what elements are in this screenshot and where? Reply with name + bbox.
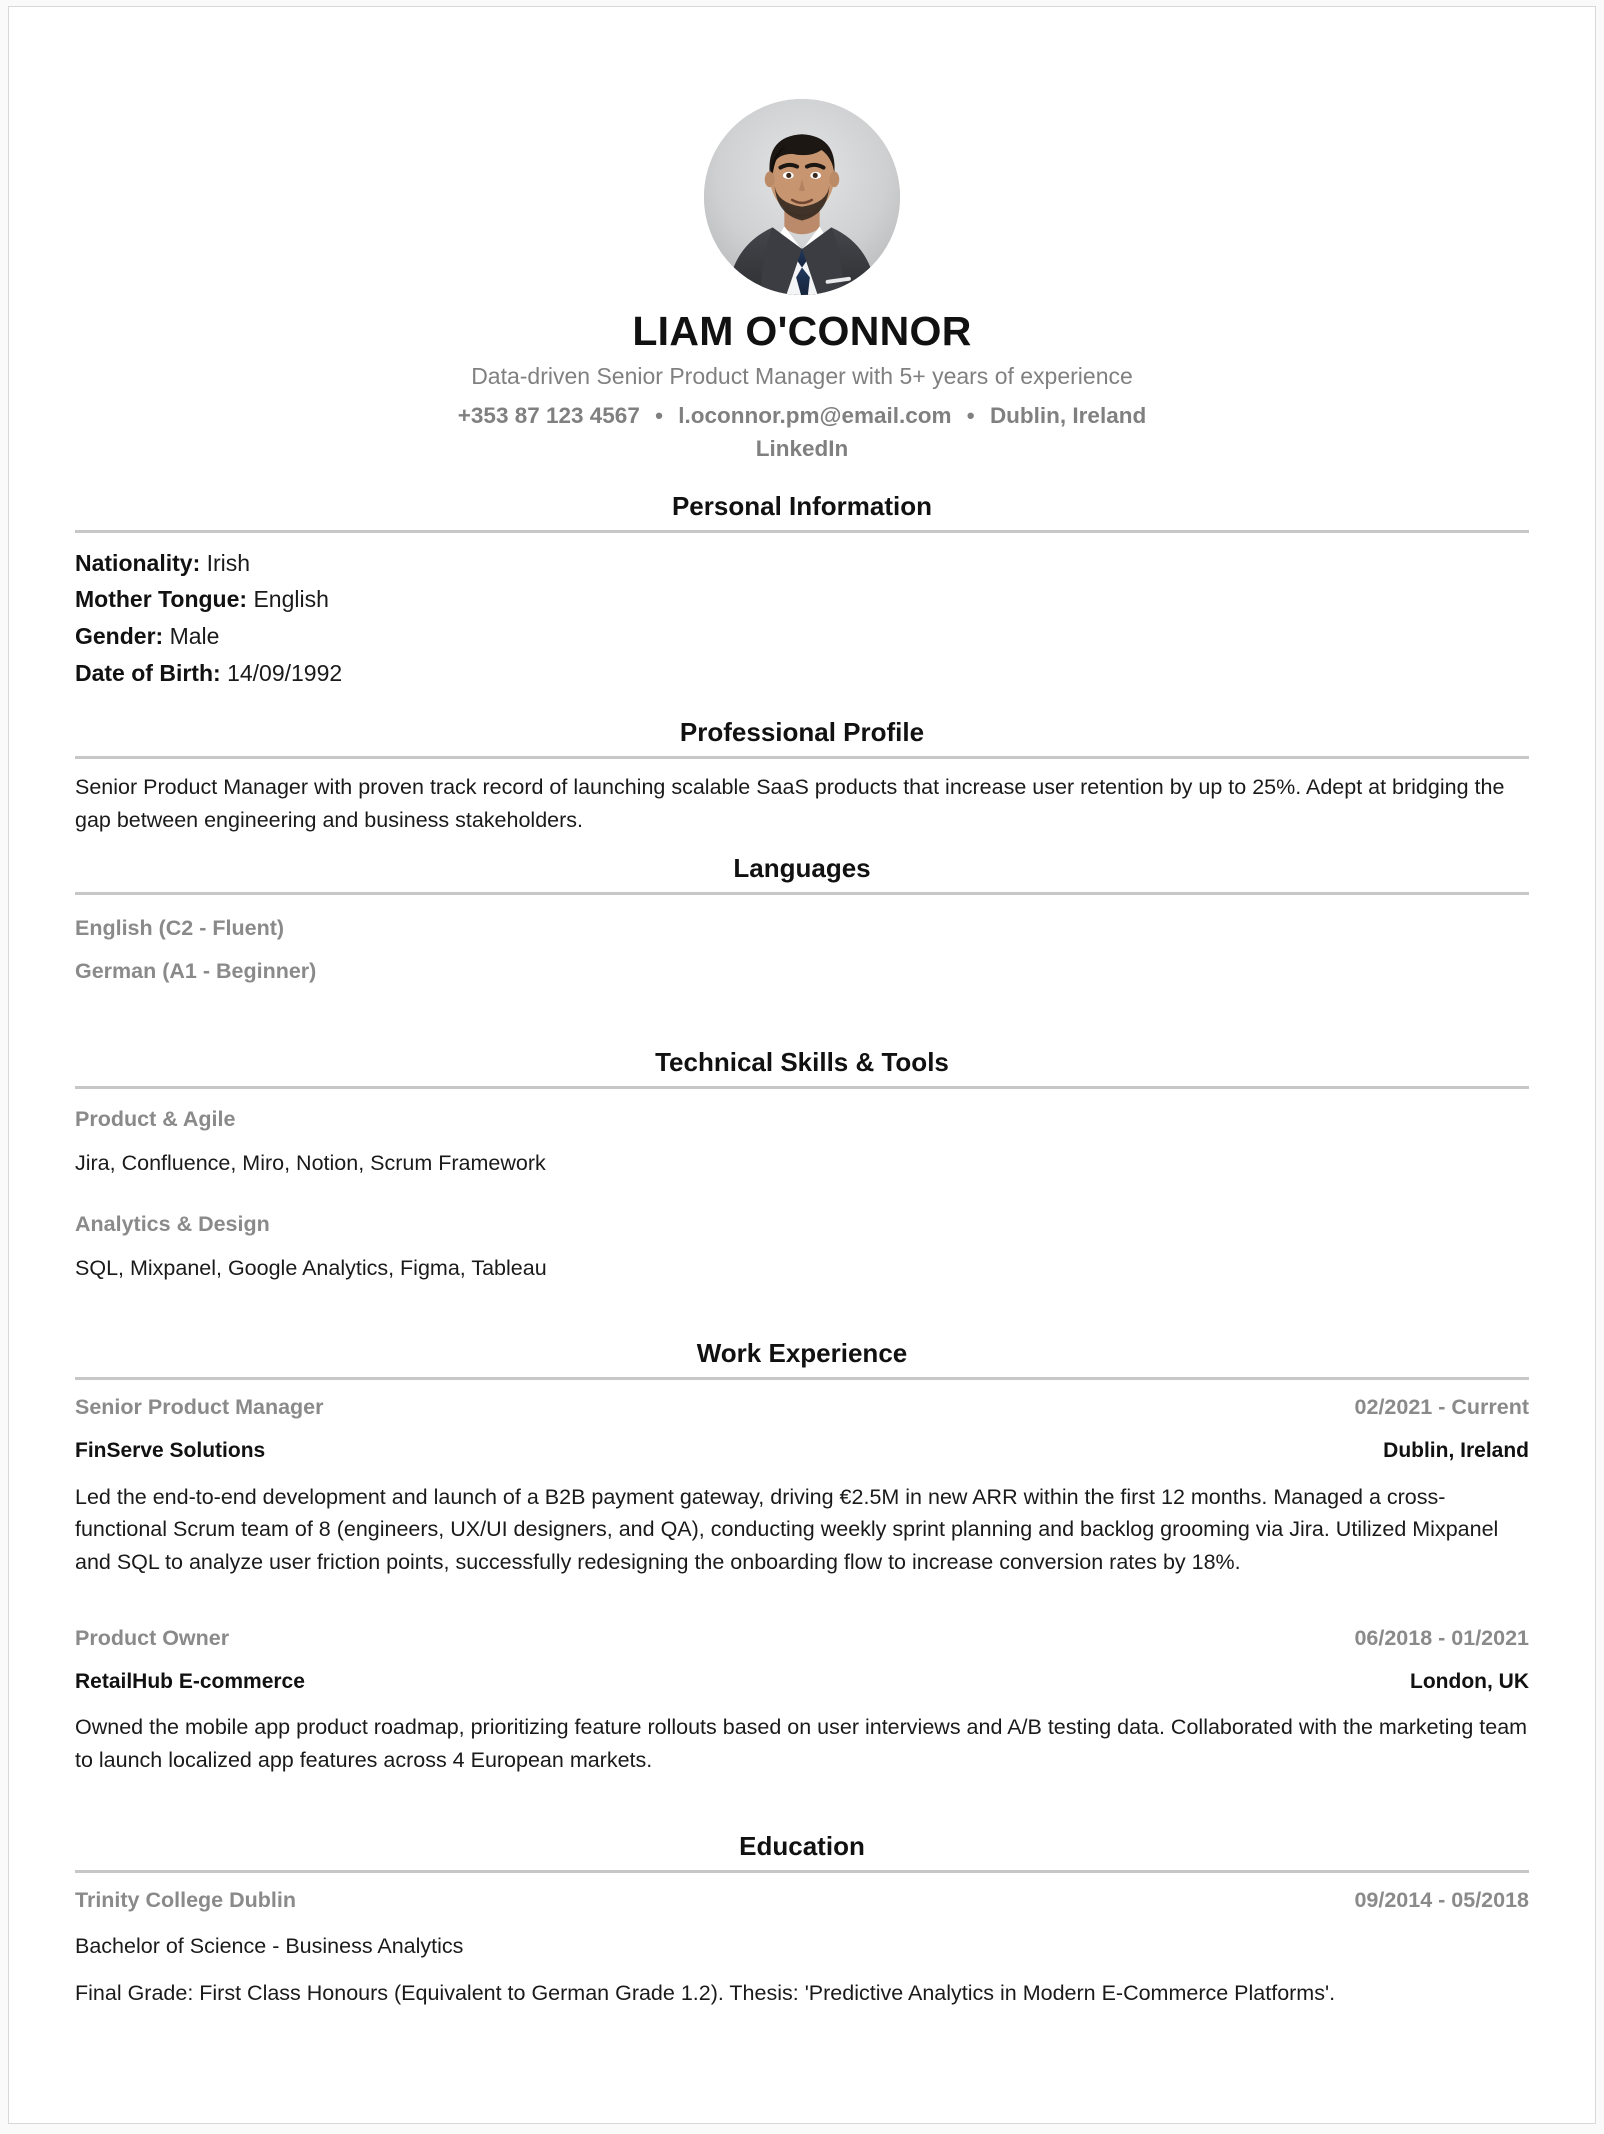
section-heading: Technical Skills & Tools — [655, 1046, 949, 1077]
section-content — [75, 759, 1529, 836]
skill-category-label: Analytics & Design — [75, 1211, 270, 1236]
phone-text: +353 87 123 4567 — [457, 402, 640, 428]
avatar — [704, 99, 900, 295]
info-value: 14/09/1992 — [227, 659, 343, 686]
professional-headline: Data-driven Senior Product Manager with 5+ years of experience — [471, 363, 1133, 390]
education-school-row — [75, 1885, 1529, 1915]
experience-item — [75, 1623, 1529, 1777]
skill-list-text: Jira, Confluence, Miro, Notion, Scrum Framework — [75, 1150, 546, 1175]
section-heading: Languages — [733, 852, 871, 883]
info-label: Mother Tongue: — [75, 586, 248, 613]
skill-group — [75, 1101, 1529, 1179]
job-dates: 06/2018 - 01/2021 — [1354, 1625, 1529, 1650]
experience-company-row — [75, 1436, 1529, 1465]
portrait-photo-icon — [704, 99, 900, 295]
contact-separator: • — [655, 402, 663, 428]
skill-group — [75, 1206, 1529, 1284]
section-content — [75, 1873, 1529, 2009]
company-name: FinServe Solutions — [75, 1439, 266, 1463]
section-education — [75, 1831, 1529, 2009]
experience-item — [75, 1392, 1529, 1579]
job-description: Owned the mobile app product roadmap, prioritizing feature rollouts based on user interviews and A/B testing data. Collaborated with the marketing team to launch localized app features across 4 European markets. — [75, 1715, 1528, 1772]
education-detail: Final Grade: First Class Honours (Equivalent to German Grade 1.2). Thesis: 'Predictive Analytics in Modern E-Commerce Platforms'. — [75, 1980, 1336, 2005]
skill-category-label: Product & Agile — [75, 1106, 236, 1131]
contact-line-primary — [75, 401, 1529, 431]
section-heading: Work Experience — [696, 1338, 908, 1369]
resume-header — [75, 99, 1529, 465]
section-professional-profile — [75, 717, 1529, 836]
section-work-experience — [75, 1338, 1529, 1776]
info-row — [75, 655, 1529, 692]
info-row — [75, 581, 1529, 618]
info-value: English — [253, 586, 329, 613]
language-item: German (A1 - Beginner) — [75, 958, 317, 983]
job-location: London, UK — [1410, 1669, 1529, 1693]
info-row — [75, 618, 1529, 655]
experience-title-row — [75, 1392, 1529, 1422]
info-value: Male — [169, 623, 220, 650]
email-link[interactable]: l.oconnor.pm@email.com — [678, 402, 952, 428]
contact-separator: • — [966, 402, 975, 428]
section-technical-skills — [75, 1047, 1529, 1285]
info-value: Irish — [206, 549, 251, 576]
profile-summary-text: Senior Product Manager with proven track record of launching scalable SaaS products that increase user retention by up to 25%. Adept at bridging the gap between engineering and business stakeholders. — [75, 775, 1505, 833]
company-name: RetailHub E-commerce — [75, 1669, 305, 1693]
education-dates: 09/2014 - 05/2018 — [1354, 1887, 1529, 1912]
section-content — [75, 1380, 1529, 1776]
section-heading: Professional Profile — [679, 717, 925, 748]
education-item — [75, 1885, 1529, 2009]
page-title: LIAM O'CONNOR — [632, 308, 972, 354]
linkedin-link[interactable]: LinkedIn — [755, 436, 849, 462]
job-location: Dublin, Ireland — [1383, 1439, 1529, 1463]
language-item: English (C2 - Fluent) — [75, 915, 285, 940]
info-label: Gender: — [75, 623, 164, 650]
degree-name: Bachelor of Science - Business Analytics — [75, 1933, 464, 1958]
info-label: Nationality: — [75, 549, 201, 576]
section-content — [75, 533, 1529, 692]
section-content — [75, 895, 1529, 993]
job-title: Product Owner — [75, 1625, 230, 1650]
experience-title-row — [75, 1623, 1529, 1653]
resume-page — [8, 6, 1596, 2124]
section-languages — [75, 853, 1529, 993]
section-heading: Personal Information — [671, 490, 933, 521]
section-personal-information — [75, 491, 1529, 692]
location-text: Dublin, Ireland — [989, 402, 1147, 428]
contact-line-secondary — [75, 434, 1529, 464]
section-content — [75, 1089, 1529, 1285]
section-heading: Education — [739, 1830, 865, 1861]
skill-list-text: SQL, Mixpanel, Google Analytics, Figma, Tableau — [75, 1256, 547, 1281]
info-row — [75, 545, 1529, 582]
experience-company-row — [75, 1667, 1529, 1696]
info-label: Date of Birth: — [75, 659, 221, 686]
school-name: Trinity College Dublin — [75, 1887, 296, 1912]
job-description: Led the end-to-end development and launch of a B2B payment gateway, driving €2.5M in new ARR within the first 12 months. Managed a cross-functional Scrum team of 8 (engineers, UX/UI designers, and QA), conducting weekly sprint planning and backlog grooming via Jira. Utilized Mixpanel and SQL to analyze user friction points, successfully redesigning the onboarding flow to increase conversion rates by 18%. — [75, 1484, 1499, 1575]
job-dates: 02/2021 - Current — [1354, 1395, 1529, 1420]
job-title: Senior Product Manager — [75, 1395, 324, 1420]
